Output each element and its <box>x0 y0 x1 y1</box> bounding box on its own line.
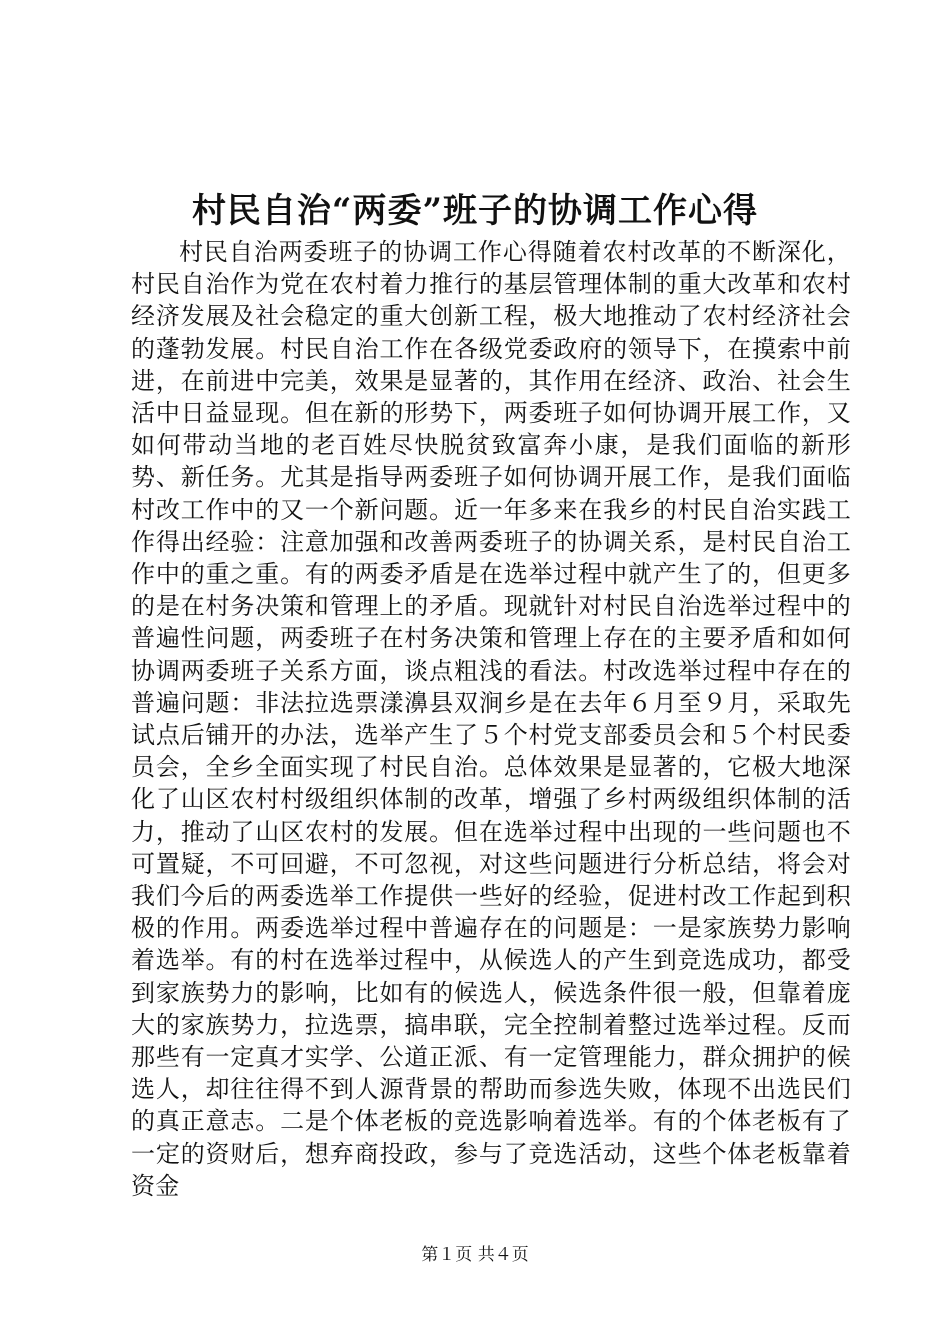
page-footer: 第１页 共４页 <box>421 1245 529 1265</box>
document-body-paragraph: 村民自治两委班子的协调工作心得随着农村改革的不断深化，村民自治作为党在农村着力推行的基层管理体制的重大改革和农村经济发展及社会稳定的重大创新工程，极大地推动了农村经济社会的蓬勃发展。村民自治工作在各级党委政府的领导下，在摸索中前进，在前进中完美，效果是显著的，其作用在经济、政治、社会生活中日益显现。但在新的形势下，两委班子如何协调开展工作，又如何带动当地的老百姓尽快脱贫致富奔小康，是我们面临的新形势、新任务。尤其是指导两委班子如何协调开展工作，是我们面临村改工作中的又一个新问题。近一年多来在我乡的村民自治实践工作得出经验：注意加强和改善两委班子的协调关系，是村民自治工作中的重之重。有的两委矛盾是在选举过程中就产生了的，但更多的是在村务决策和管理上的矛盾。现就针对村民自治选举过程中的普遍性问题，两委班子在村务决策和管理上存在的主要矛盾和如何协调两委班子关系方面，谈点粗浅的看法。村改选举过程中存在的普遍问题：非法拉选票漾濞县双涧乡是在去年６月至９月，采取先试点后铺开的办法，选举产生了５个村党支部委员会和５个村民委员会，全乡全面实现了村民自治。总体效果是显著的，它极大地深化了山区农村村级组织体制的改革，增强了乡村两级组织体制的活力，推动了山区农村的发展。但在选举过程中出现的一些问题也不可置疑，不可回避，不可忽视，对这些问题进行分析总结，将会对我们今后的两委选举工作提供一些好的经验，促进村改工作起到积极的作用。两委选举过程中普遍存在的问题是：一是家族势力影响着选举。有的村在选举过程中，从候选人的产生到竞选成功，都受到家族势力的影响，比如有的候选人，候选条件很一般，但靠着庞大的家族势力，拉选票，搞串联，完全控制着整过选举过程。反而那些有一定真才实学、公道正派、有一定管理能力，群众拥护的候选人，却往往得不到人源背景的帮助而参选失败，体现不出选民们的真正意志。二是个体老板的竞选影响着选举。有的个体老板有了一定的资财后，想弃商投政，参与了竞选活动，这些个体老板靠着资金 <box>131 238 851 1200</box>
document-title: 村民自治“两委”班子的协调工作心得 <box>191 191 759 231</box>
